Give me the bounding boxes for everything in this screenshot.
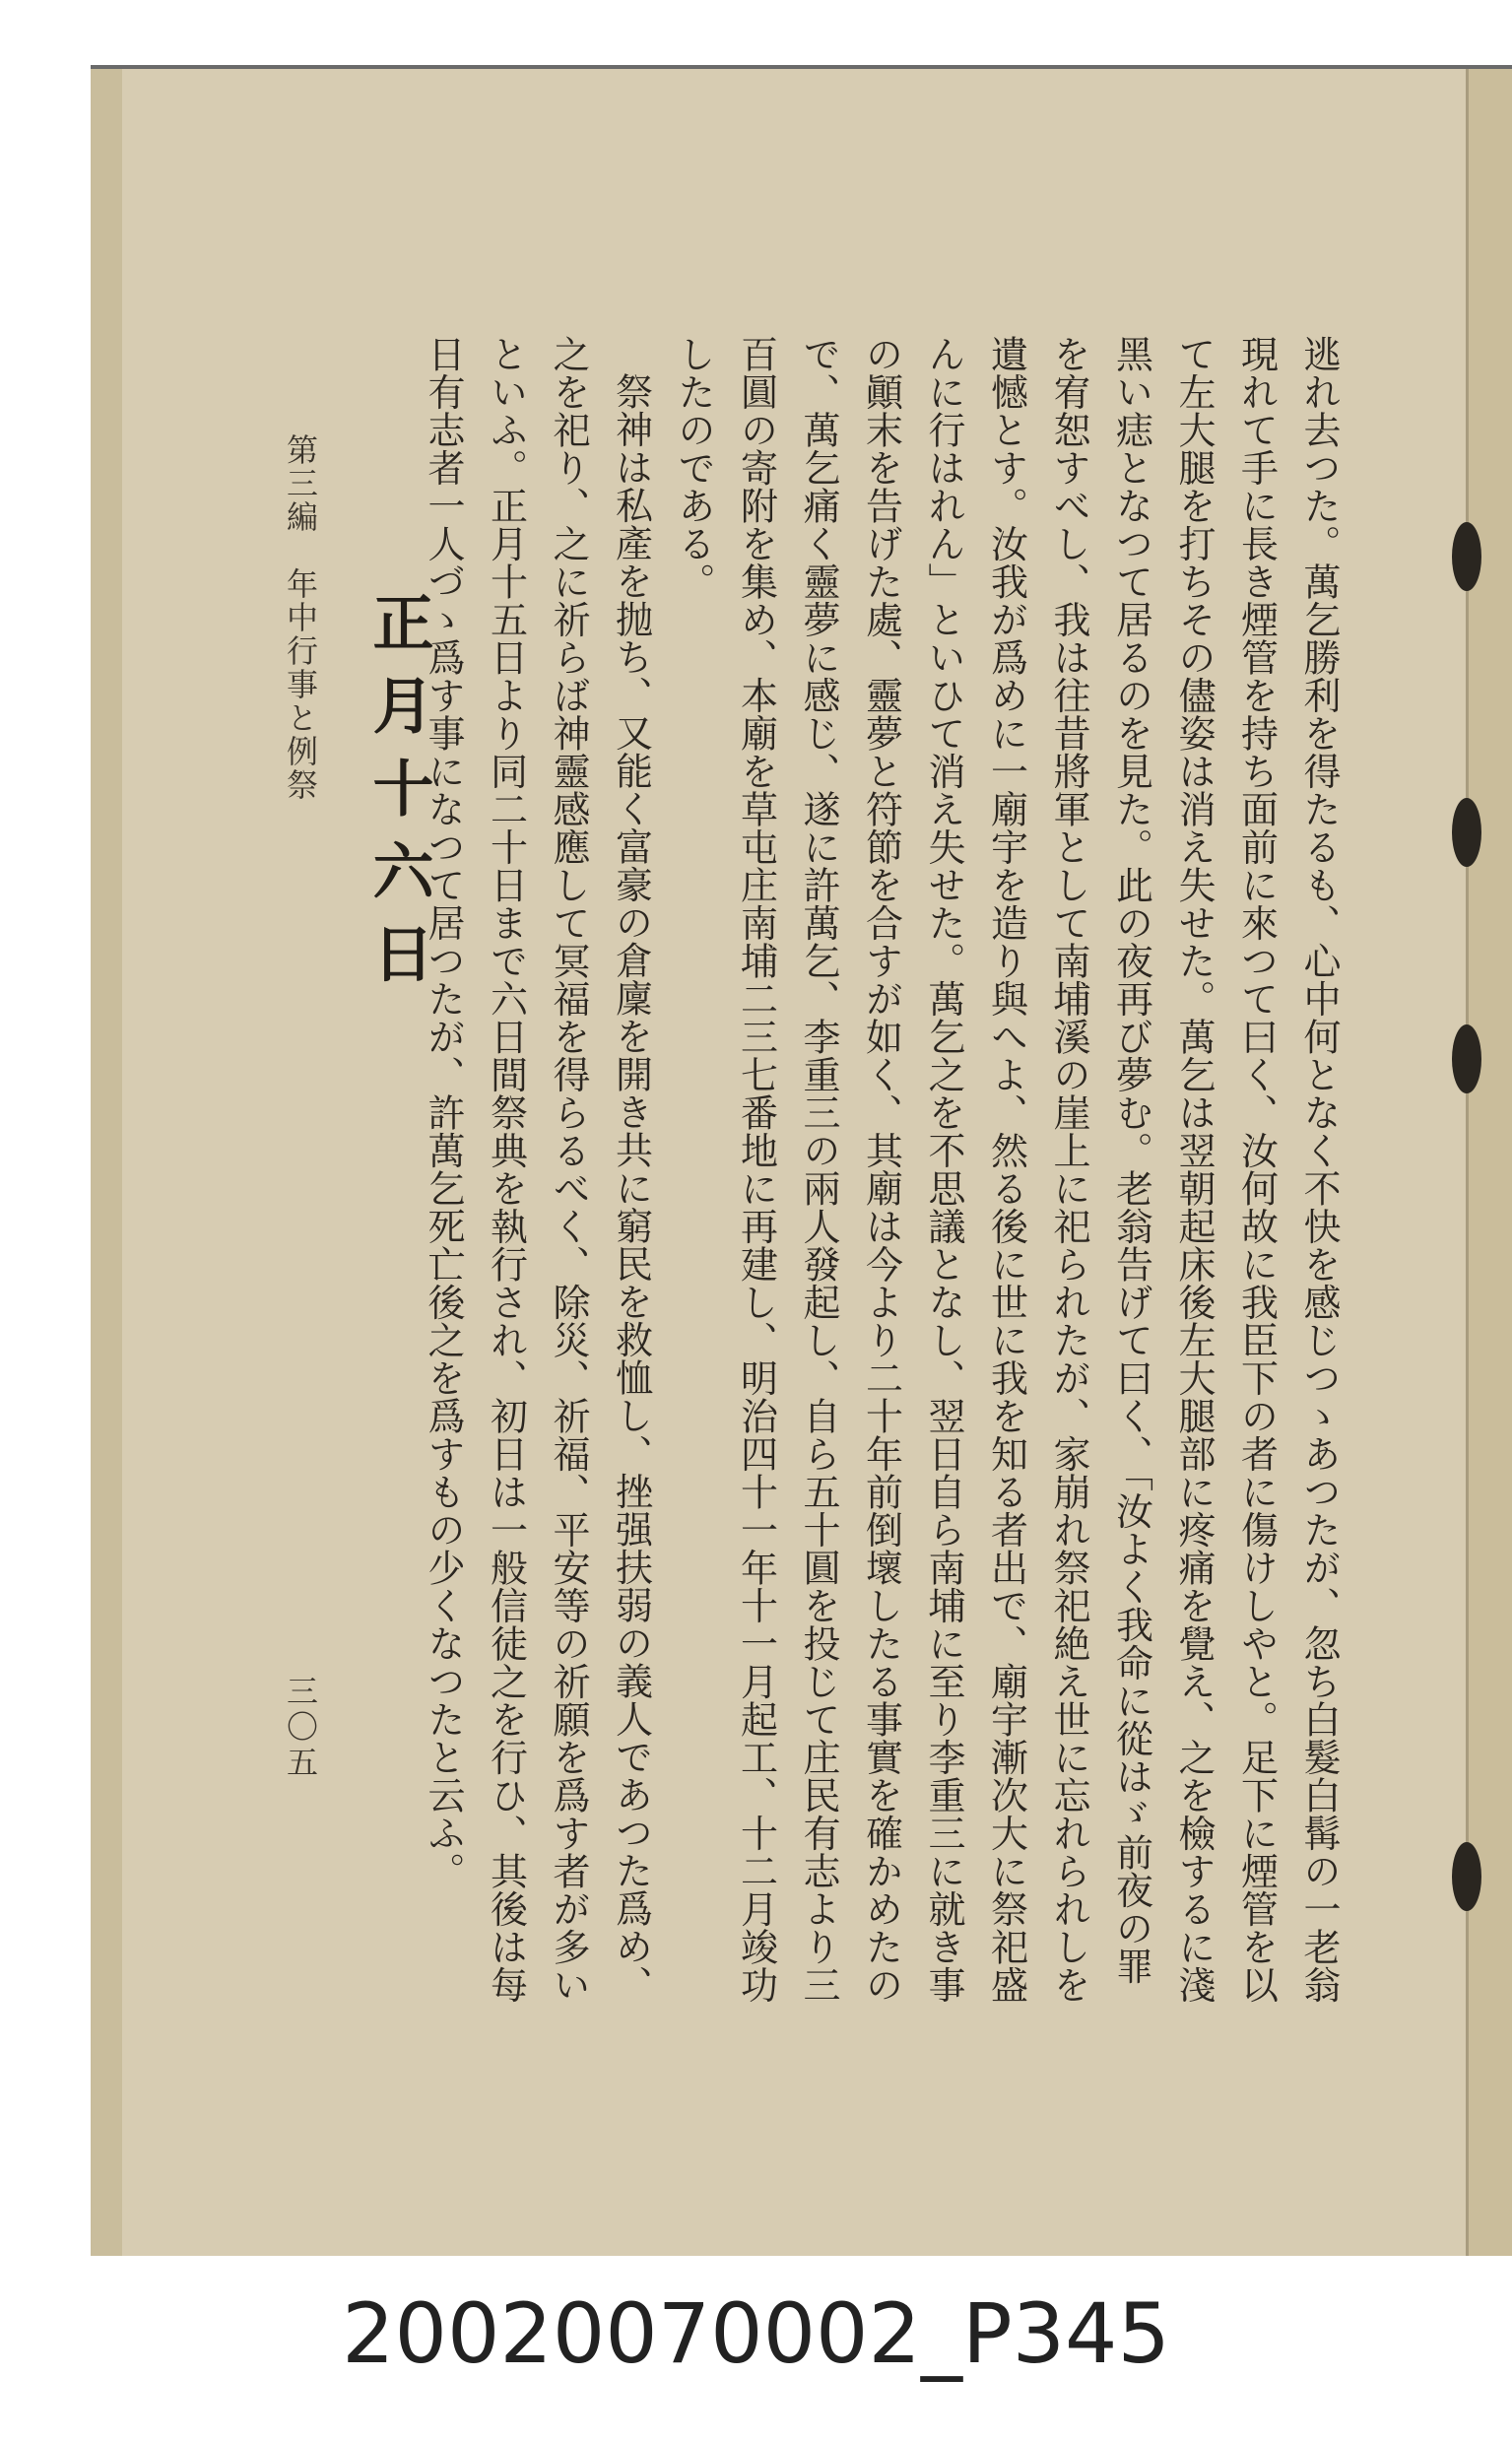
section-heading: 正月十六日 [362, 591, 434, 1005]
catalog-id: 20020070002_P345 [342, 2285, 1170, 2382]
paragraph-2: 祭神は私產を抛ち、又能く富豪の倉廩を開き共に窮民を救恤し、挫强扶弱の義人であつた爲め、之を祀り、之に祈らば神靈感應して冥福を得らるべく、除災、祈福、平安等の祈願を爲す者が多いといふ。正月十五日より同二十日まで六日間祭典を執行され、初日は一般信徒之を行ひ、其後は每日有志者一人づゝ爲す事になつて居つたが、許萬乞死亡後之を爲すもの少くなつたと云ふ。 [422, 335, 653, 2004]
book-gutter [1466, 69, 1512, 2256]
page-number: 三〇五 [282, 1675, 319, 1781]
binding-hole [1452, 1024, 1481, 1093]
binding-hole [1452, 1842, 1481, 1911]
paragraph-1: 逃れ去つた。萬乞勝利を得たるも、心中何となく不快を感じつゝあつたが、忽ち白髮白髯の一老翁現れて手に長き煙管を持ち面前に來つて曰く、汝何故に我臣下の者に傷けしやと。足下に煙管を以て左大腿を打ちその儘姿は消え失せた。萬乞は翌朝起床後左大腿部に疼痛を覺え、之を檢するに淺黑い痣となつて居るのを見た。此の夜再び夢む。老翁告げて曰く、「汝よく我命に從はゞ前夜の罪を宥恕すべし、我は往昔將軍として南埔溪の崖上に祀られたが、家崩れ祭祀絶え世に忘れられしを遺憾とす。汝我が爲めに一廟宇を造り與へよ、然る後に世に我を知る者出で、廟宇漸次大に祭祀盛んに行はれん」といひて消え失せた。萬乞之を不思議となし、翌日自ら南埔に至り李重三に就き事の顚末を告げた處、靈夢と符節を合すが如く、其廟は今より二十年前倒壞したる事實を確かめたので、萬乞痛く靈夢に感じ、遂に許萬乞、李重三の兩人發起し、自ら五十圓を投じて庄民有志より三百圓の寄附を集め、本廟を草屯庄南埔二三七番地に再建し、明治四十一年十一月起工、十二月竣功したのである。 [672, 335, 1341, 2004]
binding-hole [1452, 522, 1481, 591]
binding-hole [1452, 798, 1481, 867]
body-text [422, 335, 1349, 2010]
running-head: 第三編 年中行事と例祭 [282, 433, 319, 802]
